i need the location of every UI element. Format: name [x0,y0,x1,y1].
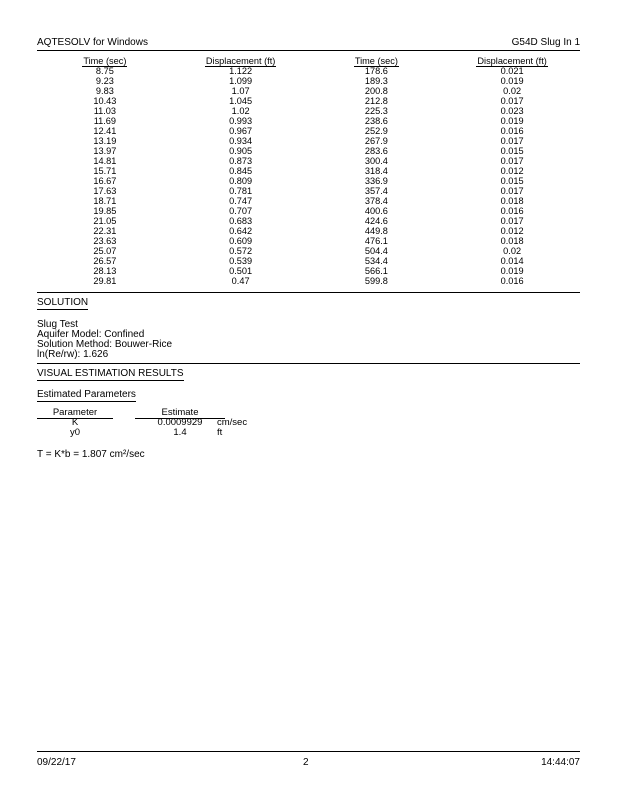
table-cell: 0.019 [500,76,524,86]
page-header [37,37,580,51]
parameter-header: Parameter [37,408,113,419]
table-row [37,206,580,216]
table-cell: 0.967 [229,126,253,136]
table-cell: 17.63 [93,186,117,196]
table-row [37,236,580,246]
table-cell: 0.016 [500,206,524,216]
table-cell: 0.018 [500,196,524,206]
table-row [37,186,580,196]
table-row [37,176,580,186]
table-cell: 0.016 [500,276,524,286]
estimate-header: Estimate [135,408,225,419]
table-cell: 0.017 [500,216,524,226]
solution-line: Solution Method: Bouwer-Rice [37,339,173,350]
table-cell: 1.122 [229,66,253,76]
table-cell: 13.19 [93,136,117,146]
table-cell: 28.13 [93,266,117,276]
table-cell: 0.02 [503,246,522,256]
app-title: AQTESOLV for Windows [37,37,148,48]
table-cell: 1.045 [229,96,253,106]
parameter-name: y0 [69,427,81,438]
estimated-parameters-title: Estimated Parameters [37,389,136,400]
table-cell: 25.07 [93,246,117,256]
table-cell: 21.05 [93,216,117,226]
column-header: Time (sec) [354,56,398,66]
table-body [37,66,580,286]
table-cell: 504.4 [364,246,388,256]
divider [37,363,580,364]
table-cell: 0.845 [229,166,253,176]
table-cell: 378.4 [364,196,388,206]
table-cell: 357.4 [364,186,388,196]
parameter-unit: cm/sec [217,417,248,428]
table-cell: 424.6 [364,216,388,226]
table-cell: 0.012 [500,166,524,176]
table-cell: 0.019 [500,116,524,126]
table-cell: 0.014 [500,256,524,266]
table-cell: 0.016 [500,126,524,136]
column-header: Displacement (ft) [477,56,547,66]
table-cell: 1.099 [229,76,253,86]
parameter-estimate: 1.4 [173,427,187,438]
divider [37,292,580,293]
table-row [37,246,580,256]
table-row [37,276,580,286]
table-cell: 0.501 [229,266,253,276]
table-cell: 0.609 [229,236,253,246]
table-row [37,66,580,76]
table-cell: 476.1 [364,236,388,246]
page-number: 2 [303,757,309,768]
table-cell: 0.017 [500,186,524,196]
parameter-estimate: 0.0009929 [157,417,203,428]
table-cell: 178.6 [364,66,388,76]
table-row [37,86,580,96]
table-row [37,226,580,236]
table-cell: 0.017 [500,136,524,146]
table-cell: 0.572 [229,246,253,256]
table-cell: 0.539 [229,256,253,266]
table-cell: 449.8 [364,226,388,236]
table-cell: 13.97 [93,146,117,156]
table-cell: 0.707 [229,206,253,216]
solution-line: ln(Re/rw): 1.626 [37,349,109,360]
table-cell: 16.67 [93,176,117,186]
table-cell: 15.71 [93,166,117,176]
table-cell: 0.905 [229,146,253,156]
table-cell: 18.71 [93,196,117,206]
parameter-name: K [71,417,79,428]
table-cell: 29.81 [93,276,117,286]
table-row [37,216,580,226]
table-header-row [37,56,580,66]
table-row [37,136,580,146]
table-cell: 26.57 [93,256,117,266]
table-cell: 23.63 [93,236,117,246]
table-cell: 0.015 [500,146,524,156]
table-row [37,266,580,276]
table-cell: 336.9 [364,176,388,186]
column-header: Displacement (ft) [205,56,276,66]
table-row [37,106,580,116]
table-cell: 534.4 [364,256,388,266]
table-cell: 12.41 [93,126,117,136]
table-cell: 238.6 [364,116,388,126]
table-cell: 566.1 [364,266,388,276]
table-cell: 0.781 [229,186,253,196]
table-cell: 0.02 [503,86,522,96]
table-cell: 11.69 [93,116,117,126]
table-cell: 0.809 [229,176,253,186]
table-cell: 200.8 [364,86,388,96]
table-cell: 0.017 [500,156,524,166]
table-row [37,126,580,136]
table-row [37,156,580,166]
table-cell: 283.6 [364,146,388,156]
table-row [37,76,580,86]
table-cell: 0.873 [229,156,253,166]
table-row [37,146,580,156]
table-cell: 267.9 [364,136,388,146]
table-cell: 1.02 [231,106,250,116]
table-cell: 19.85 [93,206,117,216]
table-cell: 0.012 [500,226,524,236]
table-cell: 0.021 [500,66,524,76]
footer-time: 14:44:07 [541,757,580,768]
table-cell: 318.4 [364,166,388,176]
solution-line: Aquifer Model: Confined [37,329,145,340]
page-footer [37,751,580,766]
table-cell: 225.3 [364,106,388,116]
table-cell: 0.934 [229,136,253,146]
table-cell: 0.993 [229,116,253,126]
table-cell: 1.07 [231,86,250,96]
table-row [37,96,580,106]
table-cell: 252.9 [364,126,388,136]
table-cell: 212.8 [364,96,388,106]
file-title: G54D Slug In 1 [511,37,580,48]
table-cell: 0.015 [500,176,524,186]
table-cell: 8.75 [95,66,114,76]
footer-date: 09/22/17 [37,757,76,768]
table-row [37,196,580,206]
table-cell: 400.6 [364,206,388,216]
table-cell: 189.3 [364,76,388,86]
visual-results-title: VISUAL ESTIMATION RESULTS [37,368,184,379]
table-cell: 14.81 [93,156,117,166]
table-row [37,166,580,176]
table-cell: 0.47 [231,276,250,286]
table-cell: 0.017 [500,96,524,106]
table-cell: 0.747 [229,196,253,206]
parameter-unit: ft [217,427,223,438]
table-cell: 0.019 [500,266,524,276]
table-cell: 9.23 [95,76,114,86]
table-cell: 0.642 [229,226,253,236]
table-row [37,256,580,266]
column-header: Time (sec) [83,56,127,66]
table-cell: 0.683 [229,216,253,226]
transmissivity-line: T = K*b = 1.807 cm²/sec [37,449,145,460]
data-table [37,56,580,286]
table-cell: 0.018 [500,236,524,246]
table-cell: 11.03 [93,106,117,116]
table-row [37,116,580,126]
solution-title: SOLUTION [37,297,89,308]
table-cell: 0.023 [500,106,524,116]
table-cell: 9.83 [95,86,114,96]
table-cell: 10.43 [93,96,117,106]
table-cell: 599.8 [364,276,388,286]
table-cell: 300.4 [364,156,388,166]
table-cell: 22.31 [93,226,117,236]
solution-line: Slug Test [37,319,78,330]
